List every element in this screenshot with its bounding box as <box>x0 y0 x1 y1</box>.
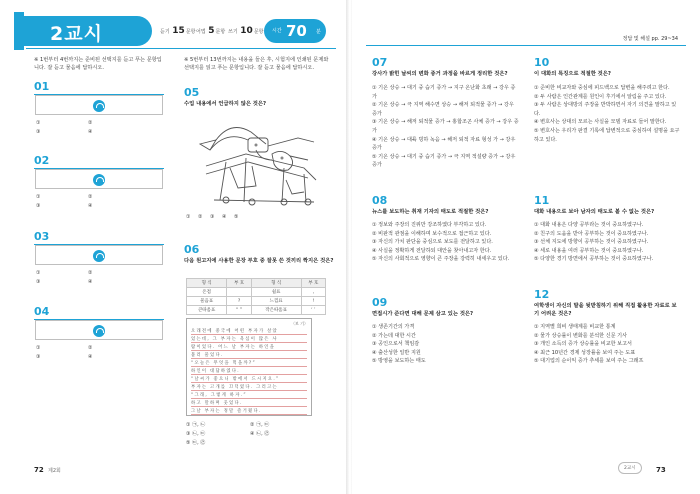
option-3[interactable]: ③ ㉡, ㉢ <box>186 431 206 437</box>
q07-choices <box>372 84 520 170</box>
manuscript-line: 부자는 고개를 끄덕였다. 그러고는 <box>191 384 307 391</box>
choice-item[interactable]: ② 두 사람은 인간관계를 원인이 후기에서 알림을 주고 있다. <box>534 93 667 100</box>
q11-choices <box>534 221 682 264</box>
table-row: 큰따옴표 “ ” 작은따옴표 ‘ ’ <box>187 306 326 315</box>
option-3[interactable]: ③ <box>36 279 41 285</box>
question-number: 07 <box>372 56 388 69</box>
stat-grammar: 어법 5문항 <box>196 26 226 36</box>
option-3[interactable]: ③ <box>36 354 41 360</box>
option-4[interactable]: ④ <box>88 279 93 285</box>
answer-reference: 정답 및 해설 pp. 29~34 <box>622 36 678 42</box>
manuscript-line: 람이었다. 어느 날 부자는 하인을 <box>191 344 307 351</box>
table-row: 온점 쉼표 , <box>187 288 326 297</box>
choice-item[interactable]: ⑤ 다양한 경기 방면에서 공부하는 것이 중요하였구나. <box>534 256 654 263</box>
header-rule <box>26 48 336 49</box>
footer-label: 제2회 <box>48 468 61 474</box>
headphone-icon <box>93 100 105 112</box>
choice-item[interactable]: ② 친구의 도움을 받아 공부하는 것이 중요하였구나. <box>534 230 649 237</box>
table-header: 부 호 <box>227 279 251 288</box>
option-4[interactable]: ④ <box>88 354 93 360</box>
choice-item[interactable]: ③ 선체 지도에 방향이 공부하는 것이 중요하였구나. <box>534 239 649 246</box>
question-text: 수업 내용에서 언급하지 않은 것은? <box>184 101 267 107</box>
header-rule <box>366 45 686 46</box>
machine-illustration <box>186 110 334 212</box>
right-page <box>352 0 700 494</box>
page-number: 73 <box>656 466 666 474</box>
choice-item[interactable]: ① 지역별 희비 생태계를 비교한 통계 <box>534 324 616 330</box>
question-number: 12 <box>534 288 550 301</box>
question-number: 03 <box>34 230 50 243</box>
choice-item[interactable]: ④ 세로 내용을 여러 공부하는 것이 중요하였구나. <box>534 247 644 254</box>
stat-listening: 듣기 15문항 <box>160 26 196 36</box>
table-header: 형 식 <box>251 279 301 288</box>
manuscript-line: “그래, 그렇게 하자.” <box>191 392 307 399</box>
option-2[interactable]: ② <box>88 120 93 126</box>
option-2[interactable]: ② <box>198 214 203 220</box>
answer-box <box>35 320 163 340</box>
choice-item[interactable]: ④ 기온 상승 → 대륙 빙하 녹음 → 해저 퇴적 자료 형성 가 → 강우 증가 <box>372 136 516 152</box>
question-text: 여학생이 자신의 말을 뒷받침하기 위해 직접 활용한 자료로 보기 어려운 것은? <box>534 303 677 317</box>
punctuation-table <box>186 278 326 315</box>
table-header: 형 식 <box>187 279 227 288</box>
manuscript-line: “날씨가 좋으니 밖에서 드시지요.” <box>191 376 307 383</box>
option-4[interactable]: ④ <box>88 203 93 209</box>
question-number: 04 <box>34 305 50 318</box>
time-badge: 시간 70 분 <box>264 19 326 43</box>
question-number: 10 <box>534 56 550 69</box>
question-number: 08 <box>372 194 388 207</box>
question-text: 다음 원고지에 사용한 문장 부호 중 잘못 쓴 것끼리 짝지은 것은? <box>184 258 334 264</box>
question-number: 11 <box>534 194 550 207</box>
question-number: 06 <box>184 243 200 256</box>
left-page <box>0 0 348 494</box>
choice-item[interactable]: ③ 개인 소득의 증가 상승률을 비교한 보고서 <box>534 341 632 348</box>
listening-instructions: ※ 1번부터 4번까지는 준비된 선택지를 듣고 푸는 문항입니다. 잘 듣고 물음에 답하시오. <box>34 57 162 71</box>
choice-item[interactable]: ① 정보와 주장의 진위만 강조하였다 부각하고 있다. <box>372 222 487 228</box>
choice-item[interactable]: ⑤ 자신의 사회적으로 영향이 큰 주장을 강력히 내세우고 있다. <box>372 256 510 263</box>
manuscript-line: 오래전에 중국에 어떤 부자가 살았 <box>191 328 307 335</box>
choice-item[interactable]: ① 대화 내용은 다양 공부라는 것이 중요하였구나. <box>534 222 644 228</box>
question-number: 02 <box>34 154 50 167</box>
option-4[interactable]: ④ <box>88 129 93 135</box>
choice-item[interactable]: ⑤ 변호사는 우리가 판결 기록에 답변적으로 중심하여 설명을 요구하고 있다. <box>534 127 680 143</box>
choice-item[interactable]: ② 비판적 관점을 이해하며 보수적으로 접근하고 있다. <box>372 230 492 237</box>
option-3[interactable]: ③ <box>210 214 215 220</box>
choice-item[interactable]: ④ 최근 10년간 경제 성장률을 보여 주는 도표 <box>534 349 636 356</box>
headphone-icon <box>93 325 105 337</box>
choice-item[interactable]: ① 준비한 비교자와 중심에 피드백으로 답변을 해주려고 한다. <box>534 85 670 91</box>
question-text: 강사가 밝힌 날씨의 변화 증거 과정을 바르게 정리한 것은? <box>372 71 508 77</box>
manuscript-caption: 〈보 기〉 <box>291 321 308 326</box>
manuscript-line: 었는데, 그 부자는 욕심이 많은 사 <box>191 336 307 343</box>
choice-item[interactable]: ④ 변호사는 상대의 모르는 사실을 모델 자료로 들어 말한다. <box>534 119 667 126</box>
choice-item[interactable]: ③ 기온 상승 → 해저 퇴적물 증가 → 홍합조곤 사체 증가 → 강우 증가 <box>372 119 519 134</box>
stat-writing: 쓰기 10문항 <box>228 26 264 36</box>
choice-item[interactable]: ⑤ 대기업의 순이익 증가 추세를 보여 주는 그래프 <box>534 358 644 365</box>
option-1[interactable]: ① <box>36 345 41 351</box>
headphone-icon <box>93 174 105 186</box>
question-number: 05 <box>184 86 200 99</box>
option-1[interactable]: ① <box>36 270 41 276</box>
headphone-icon <box>93 250 105 262</box>
question-text: 뉴스를 보도하는 취재 기자의 태도로 적절한 것은? <box>372 209 489 215</box>
choice-item[interactable]: ② 기온 상승 → 극 지역 해수면 상승 → 해저 퇴적물 증가 → 강우 증가 <box>372 102 514 117</box>
option-1[interactable]: ① <box>36 194 41 200</box>
choice-item[interactable]: ① 생존기간의 가격 <box>372 324 415 330</box>
option-3[interactable]: ③ <box>36 203 41 209</box>
manuscript-line: 불러 물었다. <box>191 352 307 359</box>
option-5[interactable]: ⑤ <box>234 214 239 220</box>
option-4[interactable]: ④ ㉡, ㉣ <box>250 431 270 437</box>
option-1[interactable]: ① <box>36 120 41 126</box>
q10-choices <box>534 84 682 144</box>
q09-choices <box>372 323 520 366</box>
q12-choices <box>534 323 682 366</box>
manuscript-line: 하인이 대답하였다. <box>191 368 307 375</box>
option-1[interactable]: ① ㉠, ㉡ <box>186 422 206 428</box>
choice-item[interactable]: ⑤ 기온 상승 → 대기 중 습기 증가 → 극 지역 적설량 증가 → 강우 증가 <box>372 153 516 169</box>
answer-box <box>35 95 163 115</box>
choice-item[interactable]: ③ 자신의 가치 판단을 중심으로 보도를 전달하고 있다. <box>372 239 493 246</box>
answer-box <box>35 169 163 189</box>
manuscript-line: 그날 부자는 정말 즐거웠다. <box>191 408 307 415</box>
q08-choices <box>372 221 520 264</box>
choice-item[interactable]: ③ 두 사람은 상대방의 주장을 반박하면서 자기 의견을 말하고 있다. <box>534 102 677 117</box>
choice-item[interactable]: ④ 출산성한 일반 지원 <box>372 349 421 356</box>
question-number: 01 <box>34 80 50 93</box>
choice-item[interactable]: ④ 사실을 정확하게 전달하되 대안을 찾아내고자 한다. <box>372 247 492 254</box>
period-title: 2교시 <box>50 23 103 45</box>
question-text: 이 대화의 특징으로 적절한 것은? <box>534 71 611 77</box>
answer-box <box>35 245 163 265</box>
choice-item[interactable]: ③ 공인으로서 책임감 <box>372 341 420 348</box>
option-1[interactable]: ① <box>186 214 191 220</box>
option-2[interactable]: ② <box>88 270 93 276</box>
page-number: 72 <box>34 466 44 474</box>
option-2[interactable]: ② <box>88 194 93 200</box>
choice-item[interactable]: ② 가는데 대한 시간 <box>372 332 416 339</box>
footer-label: 2교시 <box>618 462 642 474</box>
manuscript-line: “오늘은 무엇을 먹을까?” <box>191 360 307 367</box>
manuscript-line: 하고 말하며 웃었다. <box>191 400 307 407</box>
choice-item[interactable]: ⑤ 방영을 보도하는 태도 <box>372 358 426 365</box>
choice-item[interactable]: ① 기온 상승 → 대기 중 습기 증가 → 지구 온난화 초래 → 강우 증가 <box>372 85 516 100</box>
question-text: 대화 내용으로 보아 남자의 태도로 볼 수 없는 것은? <box>534 209 655 215</box>
table-header: 부 호 <box>301 279 325 288</box>
table-row: 물음표 ? 느낌표 ! <box>187 297 326 306</box>
option-3[interactable]: ③ <box>36 129 41 135</box>
reading-instructions: ※ 5번부터 13번까지는 내용을 들은 후, 시험지에 인쇄된 문제와 선택지를 읽고 푸는 문항입니다. 잘 듣고 물음에 답하시오. <box>184 57 329 71</box>
manuscript-paper <box>186 318 312 416</box>
option-4[interactable]: ④ <box>222 214 227 220</box>
option-2[interactable]: ② ㉠, ㉢ <box>250 422 270 428</box>
option-5[interactable]: ⑤ ㉢, ㉣ <box>186 440 206 446</box>
question-text: 면접시가 준다면 대해 문제 삼고 있는 것은? <box>372 311 474 317</box>
choice-item[interactable]: ② 물가 상승률이 변화를 분석한 신문 기사 <box>534 332 628 339</box>
question-number: 09 <box>372 296 388 309</box>
option-2[interactable]: ② <box>88 345 93 351</box>
